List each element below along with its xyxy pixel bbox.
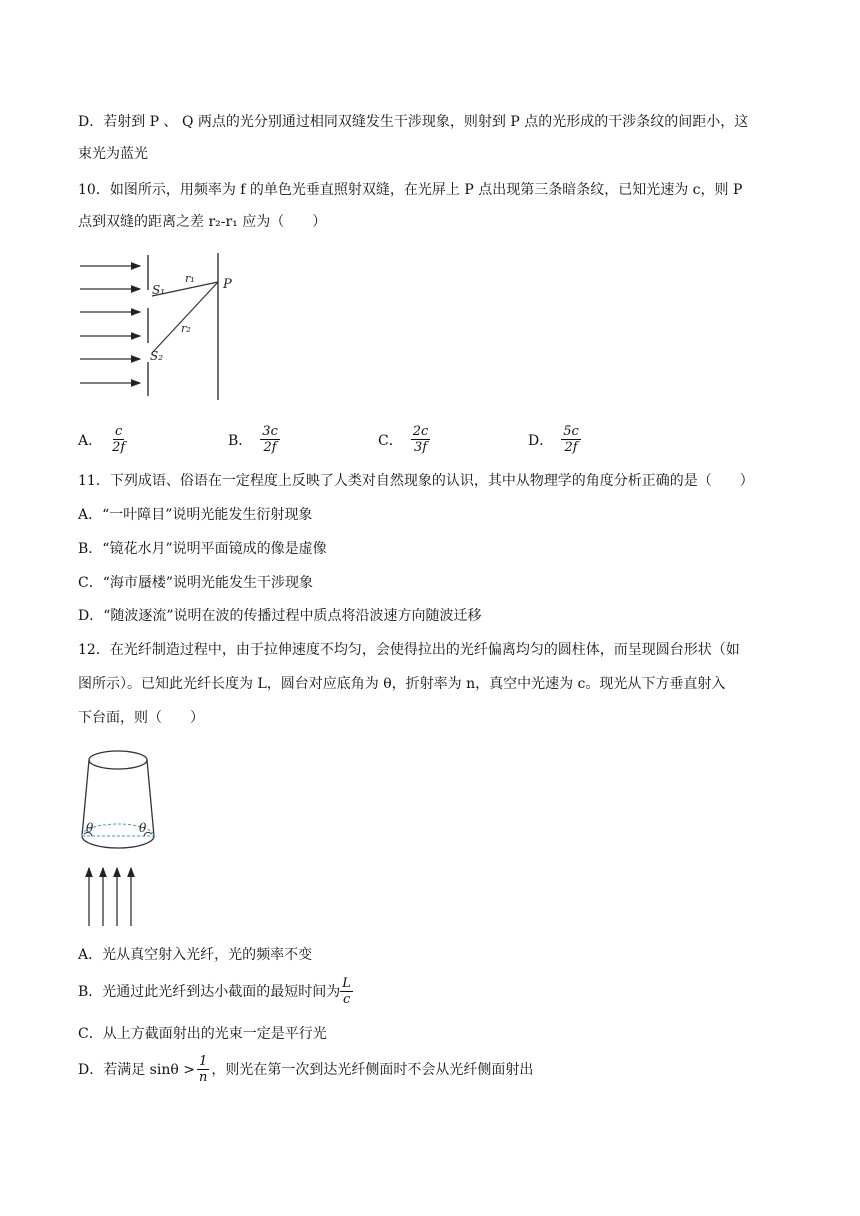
q10-stem-line2: 点到双缝的距离之差 r₂-r₁ 应为（ ）	[78, 214, 327, 230]
label-r1: r₁	[185, 272, 195, 285]
q11-option-b[interactable]: B．“镜花水月”说明平面镜成的像是虚像	[78, 541, 327, 557]
theta-left-label: θ	[86, 821, 94, 835]
q10-stem-line1: 10．如图所示，用频率为 f 的单色光垂直照射双缝，在光屏上 P 点出现第三条暗条纹，已知光速为 c，则 P	[78, 182, 743, 198]
fraction: $\frac{2c}{3f}$	[412, 424, 429, 455]
fiber-frustum-figure	[72, 744, 162, 930]
q12-option-c[interactable]: C．从上方截面射出的光束一定是平行光	[78, 1026, 327, 1042]
bottom-face-front	[82, 836, 154, 848]
q12-option-d[interactable]: D．若满足 sinθ > $\frac{1}{n}$ ，则光在第一次到达光纤侧面时不会从光纤侧面射出	[78, 1054, 534, 1085]
label-p: P	[223, 277, 232, 292]
q12-option-a[interactable]: A．光从真空射入光纤，光的频率不变	[78, 947, 313, 963]
label-s1: S₁	[152, 283, 166, 297]
q10-option-d[interactable]: D． $\frac{5c}{2f}$	[528, 424, 579, 455]
fraction: $\frac{c}{2f}$	[112, 424, 126, 455]
q9-option-d-line2: 束光为蓝光	[78, 146, 148, 162]
double-slit-figure	[78, 250, 248, 402]
theta-right-label: θ	[139, 821, 147, 835]
incident-light-arrows-up	[89, 868, 131, 926]
fraction: $\frac{3c}{2f}$	[262, 424, 278, 455]
q12-stem-line3: 下台面，则（ ）	[78, 710, 204, 726]
label-r2: r₂	[181, 322, 191, 335]
fraction: $\frac{1}{n}$	[198, 1054, 208, 1085]
q10-option-b[interactable]: B． $\frac{3c}{2f}$	[228, 424, 278, 455]
q11-option-d[interactable]: D．“随波逐流”说明在波的传播过程中质点将沿波速方向随波迁移	[78, 608, 482, 624]
top-face	[89, 751, 147, 769]
q11-option-a[interactable]: A．“一叶障目”说明光能发生衍射现象	[78, 507, 313, 523]
q11-option-c[interactable]: C．“海市蜃楼”说明光能发生干涉现象	[78, 575, 314, 591]
incident-light-arrows	[80, 266, 140, 383]
q12-stem-line1: 12．在光纤制造过程中，由于拉伸速度不均匀，会使得拉出的光纤偏离均匀的圆柱体，而呈现圆台形状（如	[78, 642, 740, 658]
q11-stem: 11．下列成语、俗语在一定程度上反映了人类对自然现象的认识，其中从物理学的角度分析正确的是（ ）	[78, 473, 754, 489]
fraction: $\frac{5c}{2f}$	[563, 424, 579, 455]
fraction: $\frac{L}{c}$	[342, 976, 351, 1007]
q9-option-d-line1: D．若射到 P 、 Q 两点的光分别通过相同双缝发生干涉现象，则射到 P 点的光形成的干涉条纹的间距小，这	[78, 114, 749, 130]
q12-stem-line2: 图所示）。已知此光纤长度为 L，圆台对应底角为 θ，折射率为 n，真空中光速为 c。现光从下方垂直射入	[78, 676, 726, 692]
right-side	[147, 760, 154, 836]
q10-option-a[interactable]: A． $\frac{c}{2f}$	[78, 424, 126, 455]
q10-option-c[interactable]: C． $\frac{2c}{3f}$	[378, 424, 429, 455]
q12-option-b[interactable]: B．光通过此光纤到达小截面的最短时间为 $\frac{L}{c}$	[78, 976, 351, 1007]
label-s2: S₂	[150, 349, 164, 363]
